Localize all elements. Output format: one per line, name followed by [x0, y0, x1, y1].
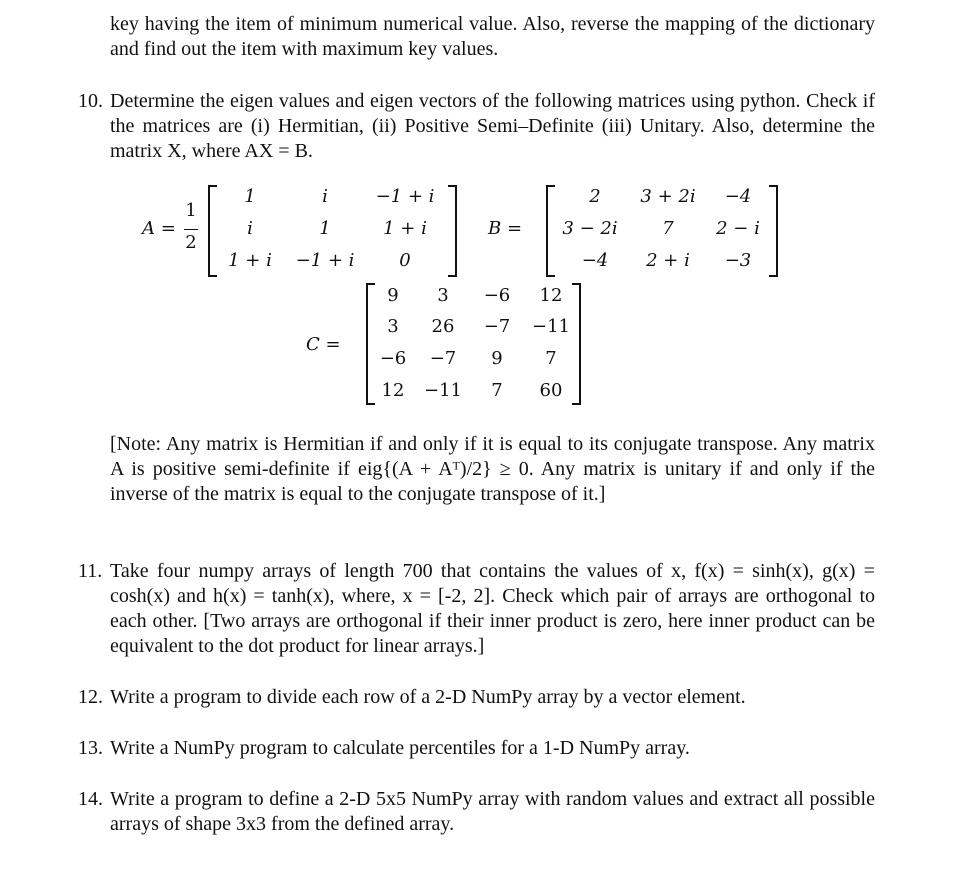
matrix-a-factor-numerator: 1 [185, 200, 197, 221]
matrix-c-cell: 3 [437, 285, 449, 306]
matrix-a-cell: 1 + i [228, 250, 272, 271]
matrix-c-cell: 9 [491, 348, 503, 369]
matrix-a-right-bracket [448, 185, 457, 277]
question-14-text: Write a program to define a 2-D 5x5 NumPy array with random values and extract all possible arrays of shape 3x3 from the defined array. [110, 788, 875, 835]
matrix-a-fraction-bar [184, 229, 198, 230]
matrix-c-cell: −6 [483, 285, 511, 306]
intro-paragraph: key having the item of minimum numerical value. Also, reverse the mapping of the dictionary and find out the item with maximum key values. [110, 13, 875, 60]
question-10-text: Determine the eigen values and eigen vectors of the following matrices using python. Check if the matrices are (i) Hermitian, (ii) Positive Semi–Definite (iii) Unitary. Also, determine the matrix X, where AX = B. [110, 90, 875, 162]
matrix-c-cell: 12 [381, 380, 405, 401]
matrix-c-cell: 12 [539, 285, 563, 306]
question-14-number: 14. [78, 788, 103, 810]
question-10-note: [Note: Any matrix is Hermitian if and only if it is equal to its conjugate transpose. Any matrix A is positive semi-definite if eig{(A + Aᵀ)/2} ≥ 0. Any matrix is unitary if and only if the inverse of the matrix is equal to the conjugate transpose of it.] [110, 433, 875, 505]
matrix-a-label: A = [142, 218, 176, 239]
matrix-c-cell: −7 [429, 348, 457, 369]
matrix-b-cell: 2 − i [716, 218, 760, 239]
matrix-b-cell: 3 + 2i [640, 186, 696, 207]
question-13-number: 13. [78, 737, 103, 759]
matrix-c-cell: 60 [539, 380, 563, 401]
matrix-a-cell: i [322, 186, 328, 207]
matrix-b-cell: 7 [662, 218, 674, 239]
question-11-number: 11. [78, 560, 103, 582]
matrix-c-cell: 7 [491, 380, 503, 401]
matrix-c-cell: −7 [483, 316, 511, 337]
matrix-c-cell: 3 [387, 316, 399, 337]
matrix-b-cell: 2 [589, 186, 601, 207]
matrix-a-cell: 1 [319, 218, 331, 239]
matrix-a-cell: 1 [244, 186, 256, 207]
matrix-c-cell: 26 [431, 316, 455, 337]
matrix-a-cell: −1 + i [375, 186, 435, 207]
matrix-c-label: C = [306, 334, 341, 355]
question-11-text: Take four numpy arrays of length 700 that contains the values of x, f(x) = sinh(x), g(x) = cosh(x) and h(x) = tanh(x), where, x = [-2, 2]. Check which pair of arrays are orthogonal to each other. [Two arrays are orthogonal if their inner product is zero, here inner product can be equivalent to the dot product for linear arrays.] [110, 560, 875, 657]
matrix-c-cell: 7 [545, 348, 557, 369]
matrix-a-cell: 1 + i [383, 218, 427, 239]
matrix-b-cell: −3 [724, 250, 752, 271]
matrix-a-cell: 0 [399, 250, 411, 271]
matrix-c-cell: −11 [532, 316, 570, 337]
matrix-c-cell: −11 [424, 380, 462, 401]
question-10-number: 10. [78, 90, 103, 112]
matrix-a-cell: −1 + i [295, 250, 355, 271]
matrix-b-cell: 3 − 2i [562, 218, 618, 239]
matrix-a-cell: i [247, 218, 253, 239]
question-13-text: Write a NumPy program to calculate percentiles for a 1-D NumPy array. [110, 737, 690, 759]
question-12-text: Write a program to divide each row of a 2-D NumPy array by a vector element. [110, 686, 746, 708]
question-12-number: 12. [78, 686, 103, 708]
matrix-c-cell: −6 [379, 348, 407, 369]
matrix-b-cell: 2 + i [646, 250, 690, 271]
matrix-b-label: B = [488, 218, 523, 239]
matrix-b-cell: −4 [724, 186, 752, 207]
matrix-c-cell: 9 [387, 285, 399, 306]
matrix-b-cell: −4 [581, 250, 609, 271]
matrix-a-factor-denominator: 2 [185, 232, 197, 253]
